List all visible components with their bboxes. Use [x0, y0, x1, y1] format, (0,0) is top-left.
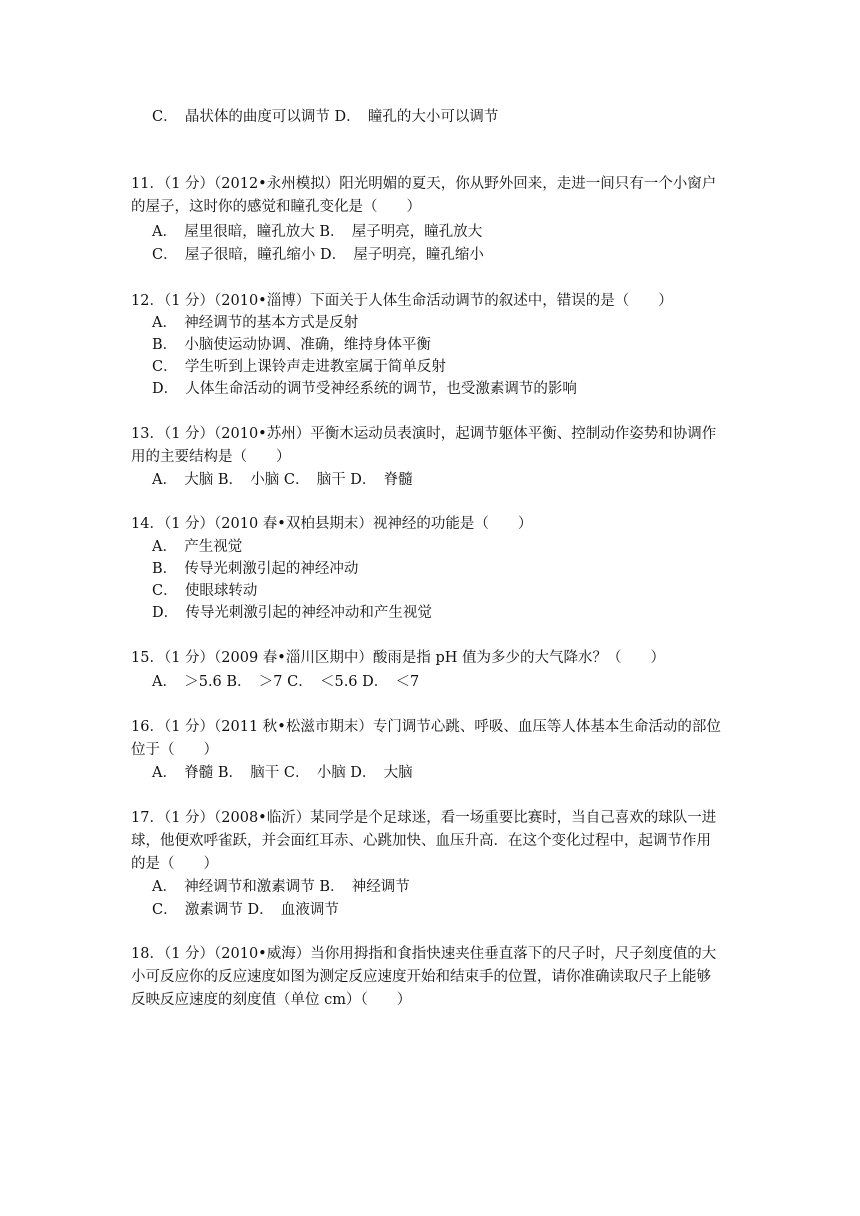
- q11-options-cd: C． 屋子很暗，瞳孔缩小 D． 屋子明亮，瞳孔缩小: [152, 247, 484, 263]
- q14-option-b: B． 传导光刺激引起的神经冲动: [152, 561, 359, 577]
- q12-option-d: D． 人体生命活动的调节受神经系统的调节，也受激素调节的影响: [152, 381, 577, 397]
- q14-option-c: C． 使眼球转动: [152, 583, 258, 599]
- q15-options: A． ＞5.6 B． ＞7 C． ＜5.6 D． ＜7: [152, 674, 420, 690]
- q11-stem-line2: 的屋子，这时你的感觉和瞳孔变化是（ ）: [131, 199, 421, 215]
- q12-option-c: C． 学生听到上课铃声走进教室属于简单反射: [152, 359, 446, 375]
- q16-stem-line1: 16．（1 分）（2011 秋•松滋市期末）专门调节心跳、呼吸、血压等人体基本生命活动的部位: [131, 719, 721, 735]
- q12-option-b: B． 小脑使运动协调、准确，维持身体平衡: [152, 337, 431, 353]
- q14-option-d: D． 传导光刺激引起的神经冲动和产生视觉: [152, 605, 432, 621]
- q18-stem-line3: 反映反应速度的刻度值（单位 cm）（ ）: [131, 992, 412, 1008]
- q12-stem: 12．（1 分）（2010•淄博）下面关于人体生命活动调节的叙述中，错误的是（ ）: [131, 293, 673, 309]
- q13-stem-line1: 13．（1 分）（2010•苏州）平衡木运动员表演时，起调节躯体平衡、控制动作姿势和协调作: [131, 426, 717, 442]
- q17-stem-line1: 17．（1 分）（2008•临沂）某同学是个足球迷，看一场重要比赛时，当自己喜欢的球队一进: [131, 810, 717, 826]
- q16-options: A． 脊髓 B． 脑干 C． 小脑 D． 大脑: [152, 765, 413, 781]
- q13-stem-line2: 用的主要结构是（ ）: [131, 449, 291, 465]
- q17-options-cd: C． 激素调节 D． 血液调节: [152, 902, 339, 918]
- q17-stem-line3: 的是（ ）: [131, 856, 218, 872]
- q18-stem-line1: 18．（1 分）（2010•威海）当你用拇指和食指快速夹住垂直落下的尺子时，尺子刻度值的大: [131, 946, 717, 962]
- q17-stem-line2: 球，他便欢呼雀跃，并会面红耳赤、心跳加快、血压升高．在这个变化过程中，起调节作用: [131, 833, 711, 849]
- q11-stem-line1: 11．（1 分）（2012•永州模拟）阳光明媚的夏天，你从野外回来，走进一间只有一个小窗户: [131, 176, 717, 192]
- q16-stem-line2: 位于（ ）: [131, 742, 218, 758]
- q18-stem-line2: 小可反应你的反应速度如图为测定反应速度开始和结束手的位置，请你准确读取尺子上能够: [131, 969, 711, 985]
- q17-options-ab: A． 神经调节和激素调节 B． 神经调节: [152, 879, 410, 895]
- q10-options-cd: C． 晶状体的曲度可以调节 D． 瞳孔的大小可以调节: [152, 109, 499, 125]
- q13-options: A． 大脑 B． 小脑 C． 脑干 D． 脊髓: [152, 472, 413, 488]
- q14-option-a: A． 产生视觉: [152, 539, 243, 555]
- q14-stem: 14．（1 分）（2010 春•双柏县期末）视神经的功能是（ ）: [131, 516, 533, 532]
- q11-options-ab: A． 屋里很暗，瞳孔放大 B． 屋子明亮，瞳孔放大: [152, 224, 483, 240]
- q15-stem: 15．（1 分）（2009 春•淄川区期中）酸雨是指 pH 值为多少的大气降水？（ ）: [131, 650, 665, 666]
- q12-option-a: A． 神经调节的基本方式是反射: [152, 315, 359, 331]
